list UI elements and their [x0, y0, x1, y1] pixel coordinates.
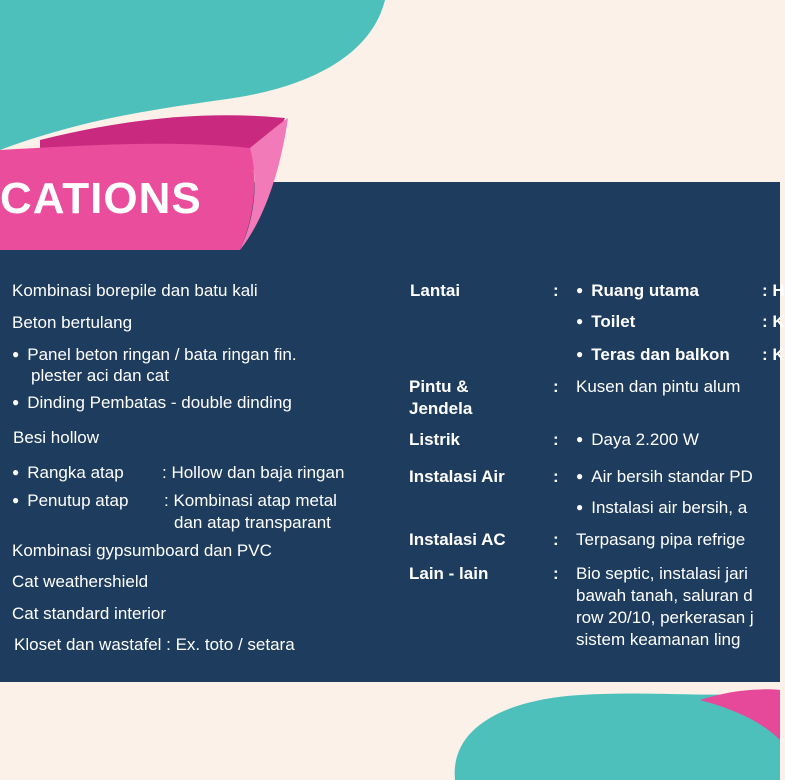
lantai-toilet-value: : K	[762, 312, 785, 331]
label-lantai: Lantai	[410, 281, 461, 300]
value-pintu: Kusen dan pintu alum	[576, 377, 741, 396]
spec-penutup-atap-value-cont: dan atap transparant	[174, 513, 331, 532]
lantai-toilet: ● Toilet	[576, 312, 635, 333]
spec-rangka-atap-value: : Hollow dan baja ringan	[162, 463, 345, 482]
spec-penutup-atap-label: ● Penutup atap	[12, 491, 128, 512]
spec-dinding-2: ● Dinding Pembatas - double dinding	[12, 393, 292, 414]
lantai-ruang-utama-value: : H	[762, 281, 785, 300]
spec-dinding-1: ● Panel beton ringan / bata ringan fin.	[12, 345, 297, 366]
spec-cat-eksterior: Cat weathershield	[12, 572, 149, 591]
label-pintu: Pintu &	[409, 377, 469, 396]
value-lain-3: row 20/10, perkerasan j	[576, 608, 754, 627]
label-instalasi-air: Instalasi Air	[409, 467, 505, 486]
lantai-teras: ● Teras dan balkon	[576, 345, 730, 366]
page-title: CATIONS	[0, 174, 202, 223]
colon-lain-lain: :	[553, 564, 559, 583]
spec-penutup-atap-value: : Kombinasi atap metal	[164, 491, 337, 510]
value-lain-1: Bio septic, instalasi jari	[576, 564, 748, 583]
value-air-2: ● Instalasi air bersih, a	[576, 498, 747, 519]
spec-dinding-1-cont: plester aci dan cat	[31, 366, 169, 385]
colon-listrik: :	[553, 430, 559, 449]
lantai-ruang-utama: ● Ruang utama	[576, 281, 699, 302]
colon-pintu: :	[553, 377, 559, 396]
spec-pondasi: Kombinasi borepile dan batu kali	[12, 281, 258, 300]
spec-rangka-atap-label: ● Rangka atap	[12, 463, 124, 484]
label-listrik: Listrik	[409, 430, 461, 449]
value-air-1: ● Air bersih standar PD	[576, 467, 753, 488]
spec-cat-interior: Cat standard interior	[12, 604, 167, 623]
label-jendela: Jendela	[409, 399, 473, 418]
value-ac: Terpasang pipa refrige	[576, 530, 746, 549]
label-lain-lain: Lain - lain	[409, 564, 489, 583]
value-lain-2: bawah tanah, saluran d	[576, 586, 753, 605]
colon-lantai: :	[553, 281, 559, 300]
colon-instalasi-air: :	[553, 467, 559, 486]
spec-struktur: Beton bertulang	[12, 313, 133, 332]
label-instalasi-ac: Instalasi AC	[409, 530, 506, 549]
colon-instalasi-ac: :	[553, 530, 559, 549]
value-listrik: ● Daya 2.200 W	[576, 430, 699, 451]
spec-plafon: Kombinasi gypsumboard dan PVC	[12, 541, 272, 560]
lantai-teras-value: : K	[762, 345, 785, 364]
spec-sanitair: Kloset dan wastafel : Ex. toto / setara	[14, 635, 295, 654]
value-lain-4: sistem keamanan ling	[576, 630, 741, 649]
spec-kusen: Besi hollow	[13, 428, 99, 447]
